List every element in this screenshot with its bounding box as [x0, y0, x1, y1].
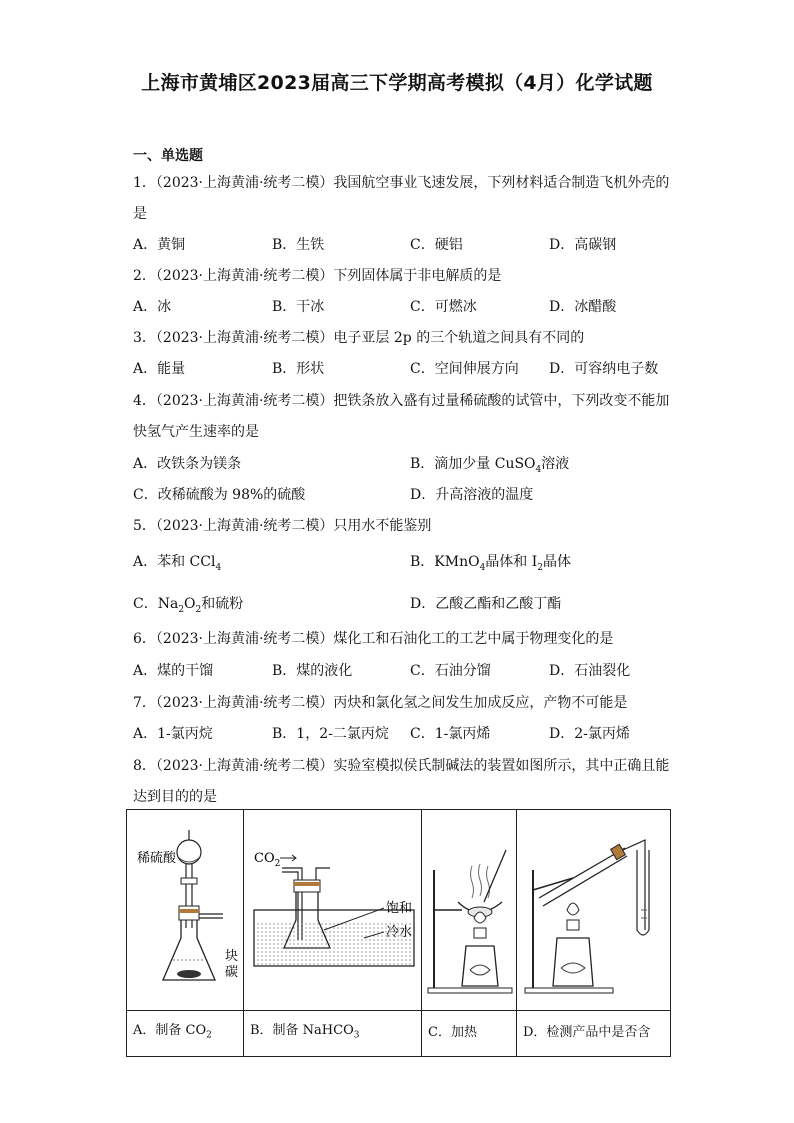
page-title: 上海市黄埔区2023届高三下学期高考模拟（4月）化学试题 [141, 72, 653, 94]
q4-option-d: D．升高溶液的温度 [410, 487, 534, 503]
q2-option-d: D．冰醋酸 [549, 299, 617, 315]
q7-option-d: D．2-氯丙烯 [549, 726, 630, 742]
question-4-stem-cont: 快氢气产生速率的是 [133, 424, 259, 440]
q7-option-b: B．1，2-二氯丙烷 [272, 726, 389, 742]
caption-d: D．检测产品中是否含 [517, 1011, 671, 1057]
q3-option-d: D．可容纳电子数 [549, 361, 659, 377]
q6-option-a: A．煤的干馏 [133, 663, 214, 679]
question-8-stem-cont: 达到目的的是 [133, 789, 217, 805]
apparatus-figure-table [126, 809, 671, 1057]
q3-option-c: C．空间伸展方向 [410, 361, 519, 377]
figure-cell-d [517, 810, 671, 1011]
co2-generator-diagram [127, 810, 243, 1006]
question-7-stem: 7．（2023·上海黄浦·统考二模）丙炔和氯化氢之间发生加成反应，产物不可能是 [133, 695, 628, 711]
q6-option-d: D．石油裂化 [549, 663, 631, 679]
alcohol-lamp [462, 946, 498, 986]
figure-cell-b [244, 810, 422, 1011]
label-dilute-sulfuric-acid: 稀硫酸 [137, 851, 177, 866]
q4-option-a: A．改铁条为镁条 [133, 456, 242, 472]
question-6-stem: 6．（2023·上海黄浦·统考二模）煤化工和石油化工的工艺中属于物理变化的是 [133, 631, 614, 647]
caption-c: C．加热 [422, 1011, 517, 1057]
q1-option-b: B．生铁 [272, 237, 325, 253]
question-2-stem: 2．（2023·上海黄浦·统考二模）下列固体属于非电解质的是 [133, 268, 502, 284]
heating-diagram [422, 810, 516, 1006]
q1-option-d: D．高碳钢 [549, 237, 617, 253]
caption-a: A．制备 $CO_2$ [127, 1011, 244, 1057]
heated-test-tube [539, 848, 625, 898]
q1-option-a: A．黄铜 [133, 237, 186, 253]
q4-option-b: B．滴加少量 CuSO$_4$溶液 [410, 456, 570, 475]
question-1-stem: 1．（2023·上海黄浦·统考二模）我国航空事业飞速发展，下列材料适合制造飞机外壳的 [133, 175, 670, 191]
label-cold-water: 冷水 [386, 925, 413, 940]
question-1-stem-cont: 是 [133, 206, 147, 222]
lump-solid [177, 970, 201, 978]
caption-b: B．制备 NaHCO$_3$ [244, 1011, 422, 1057]
label-co2: $CO_2$ [254, 851, 281, 869]
section-heading: 一、单选题 [133, 148, 203, 164]
q7-option-c: C．1-氯丙烯 [410, 726, 491, 742]
q7-option-a: A．1-氯丙烷 [133, 726, 213, 742]
q6-option-b: B．煤的液化 [272, 663, 353, 679]
q5-option-b: B．KMnO$_4$晶体和 $I_2$晶体 [410, 554, 572, 573]
q6-option-c: C．石油分馏 [410, 663, 491, 679]
label-lump: 块 [225, 949, 239, 964]
q3-option-a: A．能量 [133, 361, 186, 377]
glass-rod [484, 850, 506, 902]
funnel-bulb [177, 840, 201, 864]
q1-option-c: C．硬铝 [410, 237, 463, 253]
q3-option-b: B．形状 [272, 361, 325, 377]
product-test-diagram [517, 810, 670, 1006]
collecting-test-tube [637, 850, 649, 935]
question-3-stem: 3．（2023·上海黄浦·统考二模）电子亚层 2p 的三个轨道之间具有不同的 [133, 330, 585, 346]
label-saturated: 饱和 [386, 901, 413, 916]
q2-option-c: C．可燃冰 [410, 299, 477, 315]
q5-option-c: C．$Na_2O_2$和硫粉 [133, 596, 244, 615]
q4-option-c: C．改稀硫酸为 98%的硫酸 [133, 487, 306, 503]
question-4-stem: 4．（2023·上海黄浦·统考二模）把铁条放入盛有过量稀硫酸的试管中，下列改变不能加 [133, 393, 670, 409]
q5-option-a: A．苯和 CCl$_4$ [133, 554, 222, 573]
stopcock-icon [181, 878, 197, 884]
q2-option-a: A．冰 [133, 299, 172, 315]
question-8-stem: 8．（2023·上海黄浦·统考二模）实验室模拟侯氏制碱法的装置如图所示，其中正确且能 [133, 758, 670, 774]
label-carbonate: 碳 [225, 965, 239, 980]
q2-option-b: B．干冰 [272, 299, 325, 315]
question-5-stem: 5．（2023·上海黄浦·统考二模）只用水不能鉴别 [133, 518, 432, 534]
q5-option-d: D．乙酸乙酯和乙酸丁酯 [410, 596, 562, 612]
nahco3-preparation-diagram [244, 810, 421, 1006]
figure-cell-c [422, 810, 517, 1011]
alcohol-lamp [553, 938, 593, 986]
figure-cell-a [127, 810, 244, 1011]
